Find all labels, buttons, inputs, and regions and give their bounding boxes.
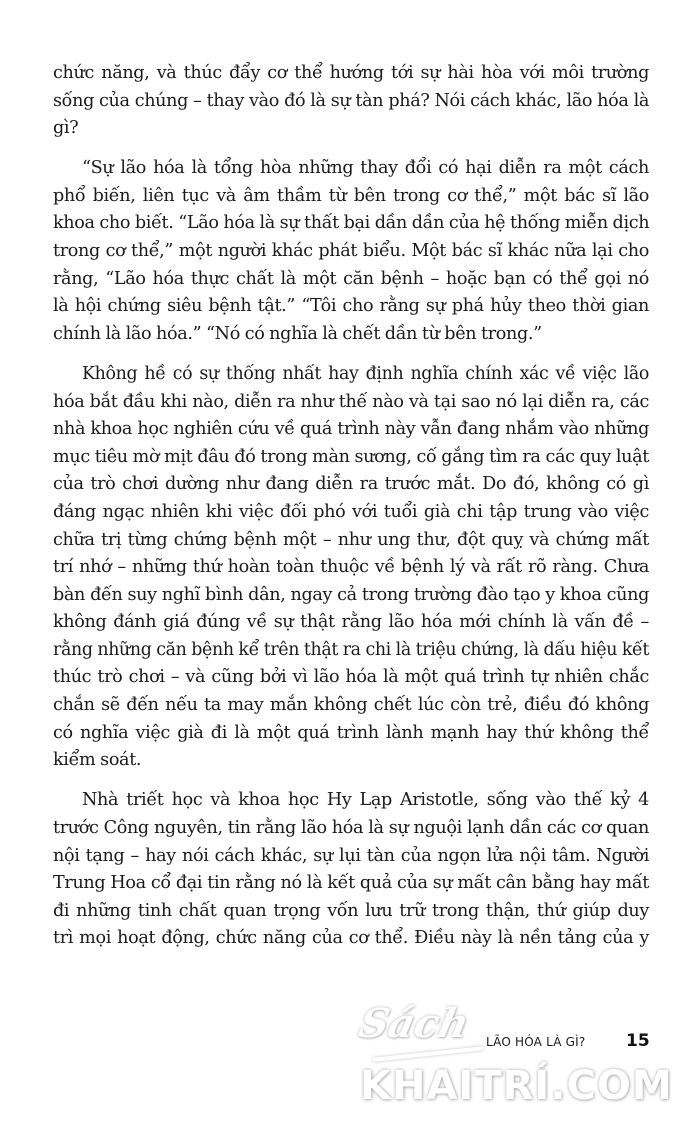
text-line: trước Công nguyên, tin rằng lão hóa là sự nguội lạnh dần các cơ quan [53, 817, 649, 838]
paragraph [53, 361, 649, 775]
text-line: chắn sẽ đến nếu ta may mắn không chết lúc còn trẻ, điều đó không [53, 695, 649, 716]
page-number: 15 [626, 1031, 650, 1051]
text-line: hóa bắt đầu khi nào, diễn ra như thế nào và tại sao nó lại diễn ra, các [53, 391, 649, 412]
text-line: trì mọi hoạt động, chức năng của cơ thể. Điều này là nền tảng của y [53, 928, 649, 949]
paragraph [53, 155, 649, 348]
page-footer [0, 1031, 700, 1055]
text-line: đi những tinh chất quan trọng vốn lưu trữ trong thận, thứ giúp duy [53, 900, 649, 921]
watermark-domain-text: KHAITRÍ.COM [360, 1063, 673, 1109]
text-line: phổ biến, liên tục và âm thầm từ bên trong cơ thể,” một bác sĩ lão [53, 185, 649, 206]
text-line: trong cơ thể,” một người khác phát biểu. Một bác sĩ khác nữa lại cho [53, 241, 649, 262]
text-line: Không hề có sự thống nhất hay định nghĩa chính xác về việc lão [82, 363, 649, 384]
text-line: không đánh giá đúng về sự thật rằng lão hóa mới chính là vấn đề – [53, 612, 649, 633]
text-line: rằng, “Lão hóa thực chất là một căn bệnh – hoặc bạn có thể gọi nó [53, 268, 649, 289]
text-line: kiểm soát. [53, 750, 142, 771]
text-line: nội tạng – hay nói cách khác, sự lụi tàn của ngọn lửa nội tâm. Người [53, 845, 649, 866]
watermark-script-text: Sách [355, 1000, 474, 1047]
text-line: chữa trị từng chứng bệnh một – như ung thư, đột quỵ và chứng mất [53, 529, 649, 550]
running-head: LÃO HÓA LÀ GÌ? [486, 1035, 586, 1049]
text-line: “Sự lão hóa là tổng hòa những thay đổi có hại diễn ra một cách [82, 158, 649, 179]
text-line: đáng ngạc nhiên khi việc đối phó với tuổi già chi tập trung vào việc [53, 501, 649, 522]
text-line: mục tiêu mờ mịt đâu đó trong màn sương, cố gắng tìm ra các quy luật [53, 446, 649, 467]
text-line: của trò chơi dường như đang diễn ra trước mắt. Do đó, không có gì [53, 474, 649, 495]
text-line: trí nhớ – những thứ hoàn toàn thuộc về bệnh lý và rất rõ ràng. Chưa [53, 557, 649, 578]
text-line: rằng những căn bệnh kể trên thật ra chi là triệu chứng, là dấu hiệu kết [53, 639, 649, 660]
text-line: thúc trò chơi – và cũng bởi vì lão hóa là một quá trình tự nhiên chắc [53, 667, 649, 688]
text-line: gì? [53, 118, 79, 139]
text-line: nhà khoa học nghiên cứu về quá trình này vẫn đang nhắm vào những [53, 419, 649, 440]
text-line: sống của chúng – thay vào đó là sự tàn phá? Nói cách khác, lão hóa là [53, 90, 649, 111]
text-line: có nghĩa việc già đi là một quá trình lành mạnh hay thứ không thể [53, 722, 649, 743]
page-body [53, 60, 649, 965]
paragraph [53, 60, 649, 143]
text-line: là hội chứng siêu bệnh tật.” “Tôi cho rằng sự phá hủy theo thời gian [53, 296, 649, 317]
text-line: bàn đến suy nghĩ bình dân, ngay cả trong trường đào tạo y khoa cũng [53, 584, 649, 605]
text-line: chính là lão hóa.” “Nó có nghĩa là chết dần từ bên trong.” [53, 323, 542, 344]
text-line: Nhà triết học và khoa học Hy Lạp Aristotle, sống vào thế kỷ 4 [82, 790, 649, 811]
text-line: khoa cho biết. “Lão hóa là sự thất bại dần dần của hệ thống miễn dịch [53, 213, 650, 234]
text-line: Trung Hoa cổ đại tin rằng nó là kết quả của sự mất cân bằng hay mất [53, 873, 649, 894]
paragraph [53, 787, 649, 953]
text-line: chức năng, và thúc đẩy cơ thể hướng tới sự hài hòa với môi trường [53, 63, 649, 83]
